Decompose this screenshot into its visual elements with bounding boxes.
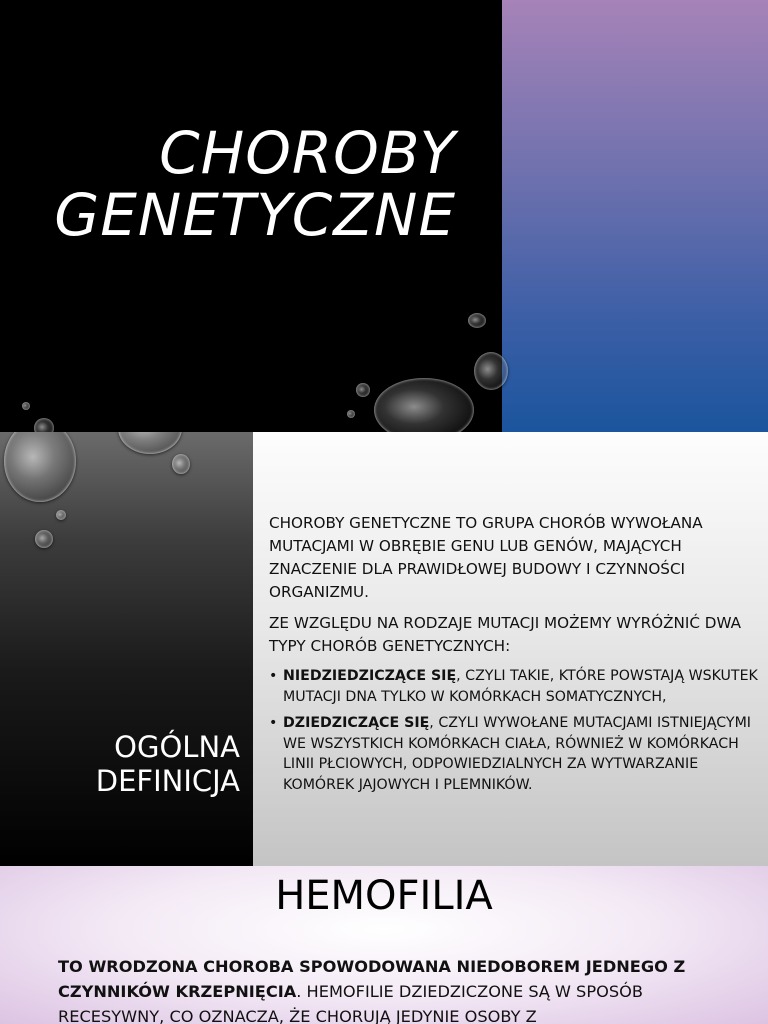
definition-content (269, 512, 761, 801)
water-drop-decoration (118, 432, 182, 454)
section-title-line-1: OGÓLNA (114, 730, 240, 764)
list-item-term: NIEDZIEDZICZĄCE SIĘ (283, 668, 457, 684)
water-drop-decoration (468, 313, 486, 328)
list-item (269, 713, 761, 795)
title-line-2: GENETYCZNE (54, 181, 456, 249)
hemophilia-heading: HEMOFILIA (275, 873, 493, 919)
water-drop-decoration (34, 418, 54, 432)
left-panel (0, 432, 253, 866)
water-drop-decoration (374, 378, 474, 432)
gradient-panel (502, 0, 768, 432)
list-item (269, 666, 761, 707)
section-title-line-2: DEFINICJA (95, 764, 240, 798)
water-drop-decoration (4, 432, 76, 502)
disease-types-list (269, 666, 761, 795)
slide-definition (0, 432, 768, 866)
bullet-icon: • (269, 715, 278, 731)
list-item-text: , CZYLI TAKIE, KTÓRE POWSTAJĄ WSKUTEK MUTACJI DNA TYLKO W KOMÓRKACH SOMATYCZNYCH, (283, 668, 758, 705)
slide-title (0, 0, 768, 432)
water-drop-decoration (172, 454, 190, 474)
hemophilia-description-bold: TO WRODZONA CHOROBA SPOWODOWANA NIEDOBOREM JEDNEGO Z CZYNNIKÓW KRZEPNIĘCIA (58, 957, 686, 1001)
list-item-term: DZIEDZICZĄCE SIĘ (283, 715, 430, 731)
water-drop-decoration (347, 410, 355, 418)
hemophilia-description-rest: . HEMOFILIE DZIEDZICZONE SĄ W SPOSÓB RECESYWNY, CO OZNACZA, ŻE CHORUJĄ JEDYNIE OSOBY Z (58, 982, 643, 1024)
definition-paragraph: CHOROBY GENETYCZNE TO GRUPA CHORÓB WYWOŁANA MUTACJAMI W OBRĘBIE GENU LUB GENÓW, MAJĄCYCH ZNACZENIE DLA PRAWIDŁOWEJ BUDOWY I CZYNNOŚCI ORGANIZMU. (269, 514, 703, 601)
title-line-1: CHOROBY (159, 119, 456, 187)
list-item-text: , CZYLI WYWOŁANE MUTACJAMI ISTNIEJĄCYMI WE WSZYSTKICH KOMÓRKACH CIAŁA, RÓWNIEŻ W KOMÓRKACH LINII PŁCIOWYCH, ODPOWIEDZIALNYCH ZA WYTWARZANIE KOMÓREK JAJOWYCH I PLEMNIKÓW. (283, 715, 751, 793)
hemophilia-description (58, 954, 723, 1024)
water-drop-decoration (356, 383, 370, 397)
water-drop-decoration (35, 530, 53, 548)
presentation-title (54, 119, 456, 249)
water-drop-decoration (56, 510, 66, 520)
section-title (96, 730, 240, 798)
types-intro-paragraph: ZE WZGLĘDU NA RODZAJE MUTACJI MOŻEMY WYRÓŻNIĆ DWA TYPY CHORÓB GENETYCZNYCH: (269, 614, 742, 655)
water-drop-decoration (22, 402, 30, 410)
slide-hemophilia (0, 866, 768, 1024)
water-drop-decoration (474, 352, 508, 390)
bullet-icon: • (269, 668, 278, 684)
